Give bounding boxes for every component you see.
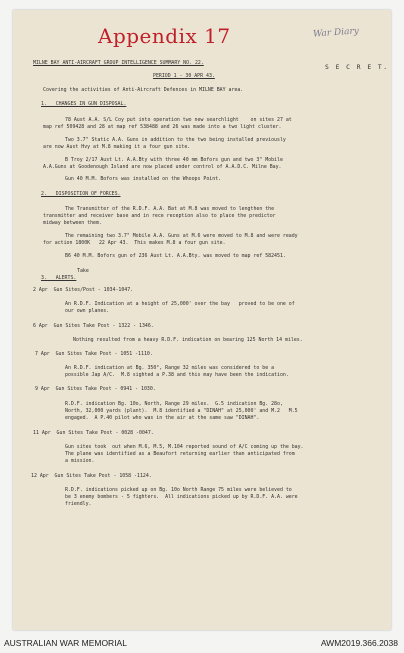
alert-entry-heading: 12 Apr Gun Sites Take Post - 1058 -1124. [31, 473, 152, 479]
text-line: 78 Aust A.A. S/L Coy put into operation two new searchlight on sites 27 at [65, 117, 292, 123]
text-line: are now Aust Hvy at M.8 making it a four gun site. [43, 144, 191, 150]
text-line: A.A.Guns at Goodenough Island are now placed under control of A.A.D.C. Milne Bay. [43, 164, 282, 170]
text-line: R.D.F. indications picked up on Bg. 10o North Range 75 miles were believed to [65, 487, 292, 493]
section-1-heading: 1. CHANGES IN GUN DISPOSAL. [41, 101, 127, 107]
text-line: The Transmitter of the R.D.F. A.A. Bat at M.8 was moved to lengthen the [65, 206, 275, 212]
alert-entry-heading: 2 Apr Gun Sites/Post - 1034-1047. [33, 287, 134, 293]
text-line: Nothing resulted from a heavy R.D.F. indication on bearing 125 North 14 miles. [73, 337, 303, 343]
text-line: possible Jap A/C. M.8 sighted a P.38 and this may have been the indication. [65, 372, 289, 378]
text-line: engaged. A P.40 pilot who was in the air at the same saw "DINAH". [65, 415, 260, 421]
text-line: map ref 509428 and 28 at map ref 538488 and 26 was made into a two light cluster. [43, 124, 282, 130]
text-line: Gun 40 M.M. Bofors was installed on the Whoops Point. [65, 176, 222, 182]
text-line: Gun sites took out when M.6, M.5, M.104 reported sound of A/C coming up the bay. [65, 444, 304, 450]
text-line: a mission. [65, 458, 95, 464]
alert-entry-heading: 11 Apr Gun Sites Take Post - 0028 -0047. [33, 430, 154, 436]
text-line: midway between them. [43, 220, 102, 226]
text-line: R.D.F. indication Bg. 10o, North, Range 29 miles. G.5 indication Bg. 28o, [65, 401, 283, 407]
text-line: friendly. [65, 501, 92, 507]
alert-entry-heading: 7 Apr Gun Sites Take Post - 1051 -1110. [35, 351, 153, 357]
alert-entry-heading: 9 Apr Gun Sites Take Post - 0941 - 1030. [35, 386, 156, 392]
text-line: for action 1800K 22 Apr 43. This makes M.8 a four gun site. [43, 240, 226, 246]
text-line: Two 3.7" Static A.A. Guns in addition to the two being installed previously [65, 137, 286, 143]
text-line: our own planes. [65, 308, 110, 314]
period-line: PERIOD 1 - 30 APR 43. [153, 73, 215, 79]
document-title: MILNE BAY ANTI-AIRCRAFT GROUP INTELLIGENCE SUMMARY NO. 22. [33, 60, 204, 66]
alert-entry-heading: 6 Apr Gun Sites Take Post - 1322 - 1346. [33, 323, 154, 329]
footer-accession-number: AWM2019.366.2038 [320, 638, 398, 648]
text-line: North, 32,000 yards (plant). M.8 identified a "DINAH" at 25,000' and M.2 M.5 [65, 408, 298, 414]
take-annotation: Take [77, 268, 89, 274]
text-line: transmitter and receiver base and in rece reception also to place the predictor [43, 213, 276, 219]
classification-label: S E C R E T. [325, 64, 389, 71]
text-line: be 3 enemy bombers - 5 fighters. All indications picked up by R.D.F. A.A. were [65, 494, 298, 500]
text-line: The plane was identified as a Beaufort returning earlier than anticipated from [65, 451, 295, 457]
footer-source: AUSTRALIAN WAR MEMORIAL [4, 638, 127, 648]
war-diary-stamp: War Diary [312, 26, 360, 40]
section-2-heading: 2. DISPOSITION OF FORCES. [41, 191, 121, 197]
text-line: An R.D.F. indication at Bg. 350°, Range 32 miles was considered to be a [65, 365, 275, 371]
document-page [13, 10, 391, 630]
text-line: B6 40 M.M. Bofors gun of 236 Aust Lt. A.A.Bty. was moved to map ref 582451. [65, 253, 286, 259]
text-line: B Troy 2/17 Aust Lt. A.A.Bty with three 40 mm Bofors gun and two 3" Mobile [65, 157, 283, 163]
text-line: An R.D.F. Indication at a height of 25,000' over the bay proved to be one of [65, 301, 295, 307]
covering-line: Covering the activities of Anti-Aircraft Defences in MILNE BAY area. [43, 87, 244, 93]
section-3-heading: 3. ALERTS. [41, 275, 77, 281]
appendix-annotation: Appendix 17 [98, 24, 231, 48]
text-line: The remaining two 3.7" Mobile A.A. Guns at M.6 were moved to M.8 and were ready [65, 233, 298, 239]
